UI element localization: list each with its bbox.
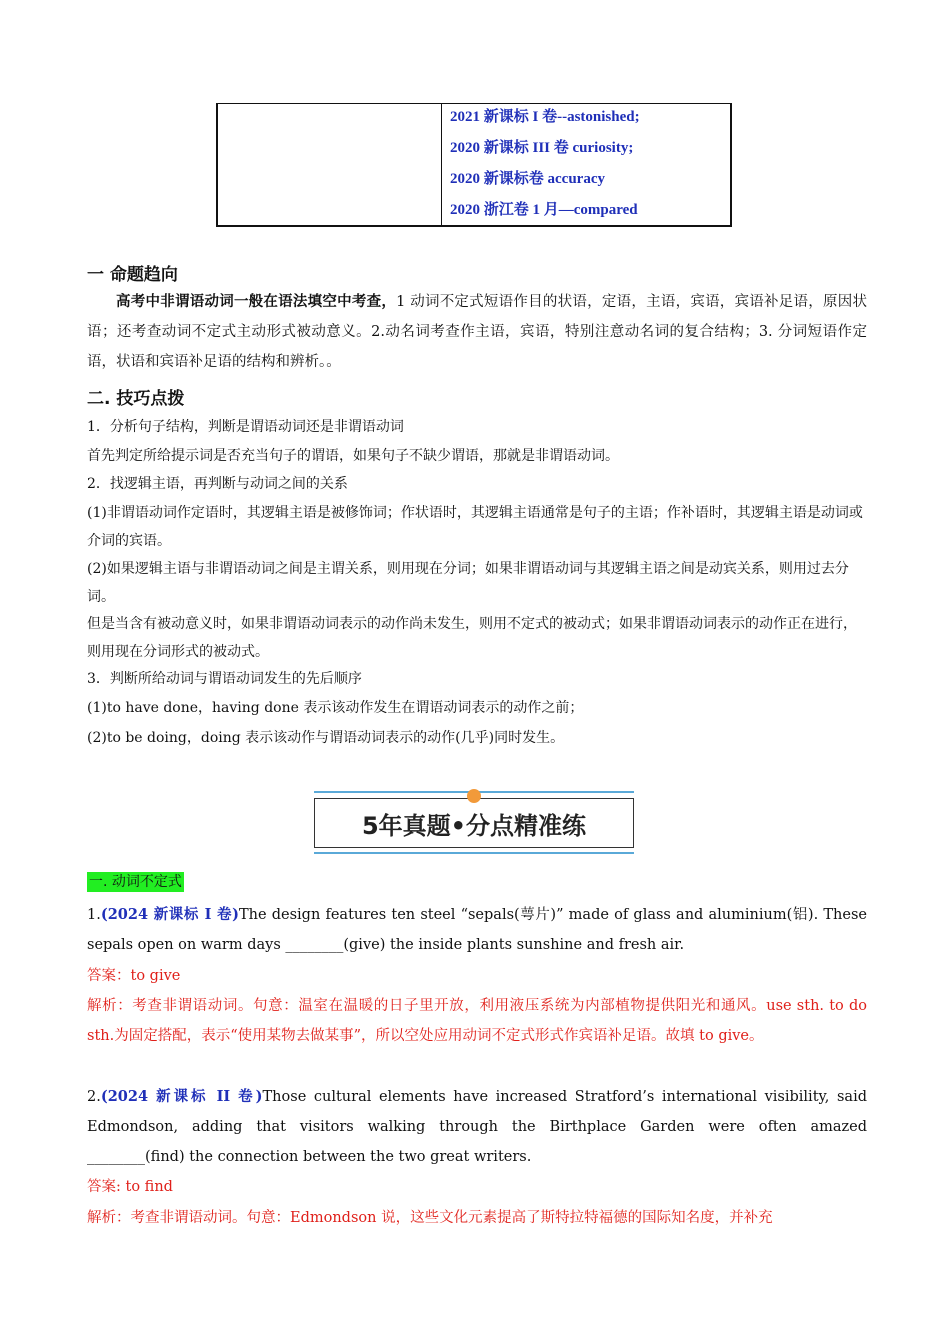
trend-paragraph xyxy=(87,287,867,377)
question-number: 2. xyxy=(87,1089,101,1105)
tip-line: 1．分析句子结构，判断是谓语动词还是非谓语动词 xyxy=(87,419,404,435)
trend-body: 1 动词不定式短语作目的状语，定语，主语，宾语，宾语补足语，原因状语；还考查动词不定式主动形式被动意义。2.动名词考查作主语，宾语，特别注意动名词的复合结构；3. 分词短语作定语，状语和宾语补足语的结构和辨析。。 xyxy=(87,294,867,370)
tip-line: 2．找逻辑主语，再判断与动词之间的关系 xyxy=(87,476,348,492)
section-banner xyxy=(314,791,634,855)
answer-1: 答案：to give xyxy=(87,968,181,984)
table-row: 2020 新课标卷 accuracy xyxy=(450,171,605,187)
section-heading-tips: 二. 技巧点拨 xyxy=(87,389,185,409)
question-text: Those cultural elements have increased Stratford’s international visibility, said Edmondson, adding that visitors walking through the Birthplace Garden were often amazed ________(find) the connection between the two great writers. xyxy=(87,1089,867,1165)
tip-line: (1)to have done，having done 表示该动作发生在谓语动词表示的动作之前； xyxy=(87,700,584,716)
tip-line: 但是当含有被动意义时，如果非谓语动词表示的动作尚未发生，则用不定式的被动式；如果非谓语动词表示的动作正在进行，则用现在分词形式的被动式。 xyxy=(87,616,857,660)
question-2 xyxy=(87,1082,867,1172)
table-row: 2021 新课标 I 卷--astonished; xyxy=(450,109,640,125)
section-heading-trend: 一 命题趋向 xyxy=(87,265,178,285)
source-table xyxy=(216,103,732,227)
tip-line: 首先判定所给提示词是否充当句子的谓语，如果句子不缺少谓语，那就是非谓语动词。 xyxy=(87,448,619,464)
question-source: (2024 新课标 II 卷) xyxy=(100,1088,263,1105)
tip-line: (2)to be doing，doing 表示该动作与谓语动词表示的动作(几乎)同时发生。 xyxy=(87,730,565,746)
tip-line: (2)如果逻辑主语与非谓语动词之间是主谓关系，则用现在分词；如果非谓语动词与其逻辑主语之间是动宾关系，则用过去分词。 xyxy=(87,561,849,605)
table-left-cell xyxy=(218,104,442,225)
question-text: The design features ten steel “sepals(萼片)” made of glass and aluminium(铝). These sepals open on warm days ________(give) the inside plants sunshine and fresh air. xyxy=(87,907,867,953)
banner-dot-icon xyxy=(467,789,481,803)
question-1 xyxy=(87,900,867,960)
analysis-2: 解析：考查非谓语动词。句意：Edmondson 说，这些文化元素提高了斯特拉特福德的国际知名度，并补充 xyxy=(87,1210,773,1226)
table-right-cell xyxy=(442,104,730,225)
banner-bottom-line xyxy=(314,852,634,854)
question-source: (2024 新课标 I 卷) xyxy=(100,906,239,923)
trend-lead: 高考中非谓语动词一般在语法填空中考查， xyxy=(116,293,397,310)
category-tag: 一. 动词不定式 xyxy=(89,874,182,890)
answer-2: 答案: to find xyxy=(87,1179,173,1195)
question-number: 1. xyxy=(87,907,101,923)
tip-line: (1)非谓语动词作定语时，其逻辑主语是被修饰词；作状语时，其逻辑主语通常是句子的主语；作补语时，其逻辑主语是动词或介词的宾语。 xyxy=(87,505,863,549)
tip-line: 3．判断所给动词与谓语动词发生的先后顺序 xyxy=(87,671,362,687)
banner-title: 5年真题•分点精准练 xyxy=(314,798,634,848)
table-row: 2020 新课标 III 卷 curiosity; xyxy=(450,140,634,156)
analysis-1: 解析：考查非谓语动词。句意：温室在温暖的日子里开放，利用液压系统为内部植物提供阳光和通风。use sth. to do sth.为固定搭配，表示“使用某物去做某事”，所以空处应用动词不定式形式作宾语补足语。故填 to give。 xyxy=(87,998,867,1044)
table-row: 2020 浙江卷 1 月—compared xyxy=(450,202,638,218)
